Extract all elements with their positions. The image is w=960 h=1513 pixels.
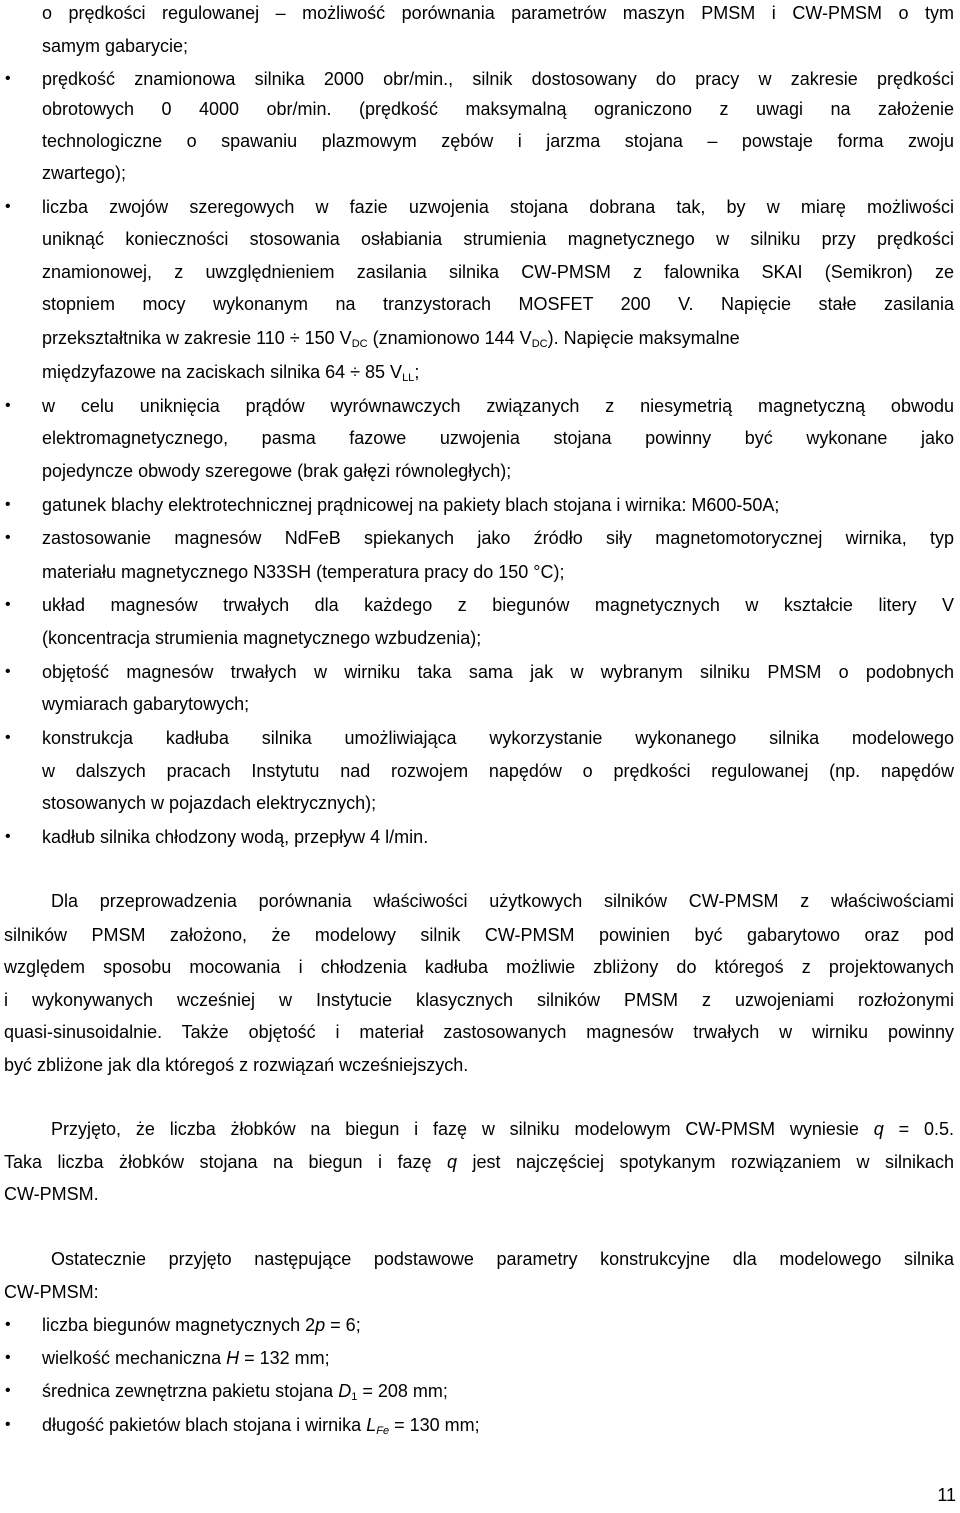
text-line: układ magnesów trwałych dla każdego z biegunów magnetycznych w kształcie litery V [42, 595, 954, 615]
text-span: przekształtnika w zakresie 110 ÷ 150 V [42, 328, 352, 348]
text-span: = 6; [325, 1315, 361, 1335]
text-line: kadłub silnika chłodzony wodą, przepływ 4 l/min. [42, 827, 429, 847]
text-line: w dalszych pracach Instytutu nad rozwojem napędów o prędkości regulowanej (np. napędów [42, 761, 954, 781]
bullet-symbol: • [5, 70, 11, 87]
paragraph-line: CW-PMSM. [4, 1184, 99, 1204]
bullet-symbol: • [5, 397, 11, 414]
text-line: obrotowych 0 4000 obr/min. (prędkość maksymalną ograniczono z uwagi na założenie [42, 99, 954, 119]
text-line: gatunek blachy elektrotechnicznej prądnicowej na pakiety blach stojana i wirnika: M600-50A; [42, 495, 780, 515]
bullet-symbol: • [5, 1416, 11, 1433]
paragraph-line-mixed [4, 1151, 954, 1173]
text-line: (koncentracja strumienia magnetycznego wzbudzenia); [42, 628, 482, 648]
text-line: liczba zwojów szeregowych w fazie uzwojenia stojana dobrana tak, by w miarę możliwości [42, 197, 954, 217]
bullet-symbol: • [5, 828, 11, 845]
bullet-symbol: • [5, 596, 11, 613]
param-line [42, 1314, 361, 1336]
text-line: zastosowanie magnesów NdFeB spiekanych jako źródło siły magnetomotorycznej wirnika, typ [42, 528, 954, 548]
text-line: zwartego); [42, 163, 127, 183]
text-line: konstrukcja kadłuba silnika umożliwiająca wykorzystanie wykonanego silnika modelowego [42, 728, 954, 748]
text-span: liczba biegunów magnetycznych 2 [42, 1315, 316, 1335]
param-line [42, 1414, 480, 1436]
text-line: w celu uniknięcia prądów wyrównawczych związanych z niesymetrią magnetyczną obwodu [42, 396, 954, 416]
subscript [376, 1425, 389, 1437]
variable: q [873, 1119, 884, 1139]
text-line: znamionowej, z uwzględnieniem zasilania silnika CW-PMSM z falownika SKAI (Semikron) ze [42, 262, 954, 282]
text-line: prędkość znamionowa silnika 2000 obr/min., silnik dostosowany do pracy w zakresie prędkości [42, 69, 954, 89]
text-span: Przyjęto, że liczba żłobków na biegun i fazę w silniku modelowym CW-PMSM wyniesie [51, 1119, 859, 1139]
param-line [42, 1380, 448, 1402]
variable: q [447, 1152, 458, 1172]
bullet-symbol: • [5, 1349, 11, 1366]
subscript: DC [531, 338, 548, 350]
variable: H [226, 1348, 240, 1368]
bullet-symbol: • [5, 529, 11, 546]
paragraph-line: CW-PMSM: [4, 1282, 99, 1302]
text-line: pojedyncze obwody szeregowe (brak gałęzi równoległych); [42, 461, 512, 481]
variable: D [338, 1381, 352, 1401]
subscript: DC [351, 338, 368, 350]
text-line: objętość magnesów trwałych w wirniku taka sama jak w wybranym silniku PMSM o podobnych [42, 662, 954, 682]
text-line: technologiczne o spawaniu plazmowym zębów i jarzma stojana – powstaje forma zwoju [42, 131, 954, 151]
text-span: ; [414, 362, 420, 382]
subscript-variable: Fe [376, 1425, 390, 1437]
text-span: = 130 mm; [389, 1415, 480, 1435]
page-number: 11 [937, 1485, 956, 1505]
text-line-mixed [42, 361, 419, 383]
variable: L [366, 1415, 377, 1435]
text-span: jest najczęściej spotykanym rozwiązaniem w silnikach [457, 1152, 954, 1172]
text-line: wymiarach gabarytowych; [42, 694, 250, 714]
paragraph-line: Dla przeprowadzenia porównania właściwości użytkowych silników CW-PMSM z właściwościami [51, 891, 954, 911]
text-span: = 208 mm; [357, 1381, 448, 1401]
subscript: 1 [351, 1391, 358, 1403]
paragraph-line: quasi-sinusoidalnie. Także objętość i materiał zastosowanych magnesów trwałych w wirniku powinny [4, 1022, 954, 1042]
bullet-symbol: • [5, 1316, 11, 1333]
text-span: = 0.5. [883, 1119, 954, 1139]
text-line: stopniem mocy wykonanym na tranzystorach MOSFET 200 V. Napięcie stałe zasilania [42, 294, 954, 314]
bullet-symbol: • [5, 496, 11, 513]
paragraph-line: być zbliżone jak dla któregoś z rozwiązań wcześniejszych. [4, 1055, 469, 1075]
text-line: stosowanych w pojazdach elektrycznych); [42, 793, 377, 813]
text-span: średnica zewnętrzna pakietu stojana [42, 1381, 334, 1401]
text-span: międzyfazowe na zaciskach silnika 64 ÷ 85 V [42, 362, 403, 382]
text-line: uniknąć konieczności stosowania osłabiania strumienia magnetycznego w silniku przy prędkości [42, 229, 954, 249]
text-span: Taka liczba żłobków stojana na biegun i fazę [4, 1152, 432, 1172]
text-line: materiału magnetycznego N33SH (temperatura pracy do 150 °C); [42, 562, 565, 582]
text-span: ). Napięcie maksymalne [547, 328, 740, 348]
text-span: wielkość mechaniczna [42, 1348, 222, 1368]
bullet-symbol: • [5, 729, 11, 746]
paragraph-line: względem sposobu mocowania i chłodzenia kadłuba możliwie zbliżony do któregoś z projektowanych [4, 957, 954, 977]
paragraph-line: silników PMSM założono, że modelowy silnik CW-PMSM powinien być gabarytowo oraz pod [4, 925, 954, 945]
text-span: długość pakietów blach stojana i wirnika [42, 1415, 362, 1435]
param-line [42, 1347, 330, 1369]
text-line-mixed [42, 327, 740, 349]
paragraph-line: Ostatecznie przyjęto następujące podstawowe parametry konstrukcyjne dla modelowego silnika [51, 1249, 954, 1269]
paragraph-line-mixed [51, 1118, 954, 1140]
text-line: samym gabarycie; [42, 36, 189, 56]
text-line: elektromagnetycznego, pasma fazowe uzwojenia stojana powinny być wykonane jako [42, 428, 954, 448]
bullet-symbol: • [5, 198, 11, 215]
text-line: o prędkości regulowanej – możliwość porównania parametrów maszyn PMSM i CW-PMSM o tym [42, 3, 954, 23]
subscript: LL [402, 372, 415, 384]
variable: p [315, 1315, 326, 1335]
bullet-symbol: • [5, 1382, 11, 1399]
paragraph-line: i wykonywanych wcześniej w Instytucie klasycznych silników PMSM z uzwojeniami rozłożonymi [4, 990, 954, 1010]
text-span: (znamionowo 144 V [367, 328, 532, 348]
text-span: = 132 mm; [239, 1348, 330, 1368]
bullet-symbol: • [5, 663, 11, 680]
